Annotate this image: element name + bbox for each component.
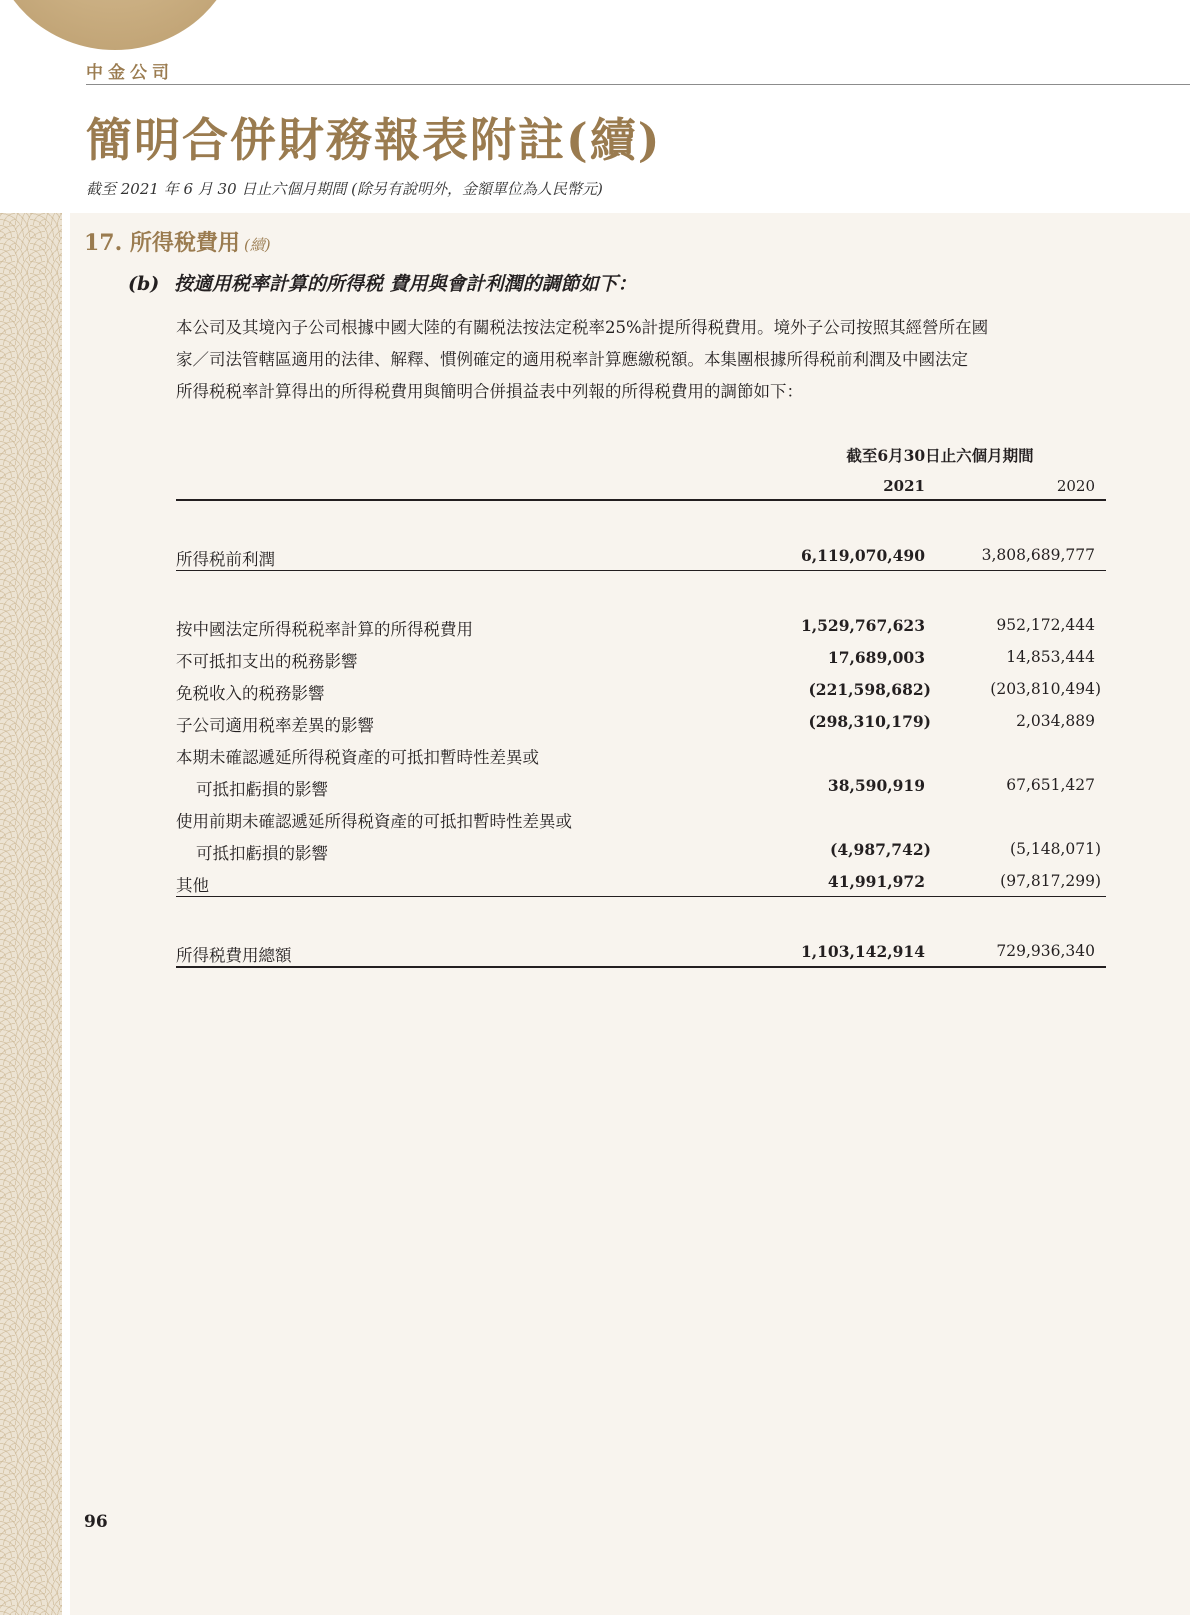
value-2021: 1,103,142,914 xyxy=(800,942,925,961)
value-2020: 67,651,427 xyxy=(1006,776,1095,794)
value-2021: 41,991,972 xyxy=(827,872,925,891)
table-row xyxy=(176,546,1106,570)
value-2021: 17,689,003 xyxy=(827,648,925,667)
subsection-heading xyxy=(128,269,637,296)
table-row xyxy=(176,616,1106,640)
row-label: 本期未確認遞延所得税資產的可抵扣暫時性差異或 xyxy=(176,748,539,767)
row-label: 所得税費用總額 xyxy=(176,946,292,965)
subsection-label: (b) xyxy=(128,273,160,295)
table-row xyxy=(176,680,1106,704)
section-heading-text: 17. 所得稅費用 xyxy=(84,230,240,256)
table-header-rule xyxy=(176,499,1106,501)
row-label: 免税收入的税務影響 xyxy=(176,684,325,703)
explanatory-paragraph xyxy=(176,312,1108,408)
continued-note: (續) xyxy=(243,236,271,254)
table-row xyxy=(176,712,1106,736)
row-label: 可抵扣虧損的影響 xyxy=(196,780,328,799)
side-wave-pattern xyxy=(0,213,62,1615)
value-2021: 38,590,919 xyxy=(827,776,925,795)
value-2020: (97,817,299) xyxy=(1000,872,1101,890)
value-2021: (221,598,682) xyxy=(808,680,931,699)
page-title: 簡明合併財務報表附註(續) xyxy=(86,113,662,167)
section-heading xyxy=(84,226,271,257)
table-row xyxy=(176,872,1106,896)
table-row xyxy=(176,744,1106,768)
row-label: 其他 xyxy=(176,876,209,895)
value-2020: 14,853,444 xyxy=(1006,648,1095,666)
row-rule xyxy=(176,896,1106,897)
value-2021: (4,987,742) xyxy=(830,840,931,859)
value-2020: 952,172,444 xyxy=(996,616,1095,634)
period-header: 截至6月30日止六個月期間 xyxy=(846,446,1034,465)
table-row xyxy=(176,840,1106,864)
brand-name: 中金公司 xyxy=(86,63,174,83)
value-2020: (5,148,071) xyxy=(1010,840,1101,858)
page-number: 96 xyxy=(84,1512,108,1532)
table-row xyxy=(176,808,1106,832)
table-row-total xyxy=(176,942,1106,966)
value-2020: 3,808,689,777 xyxy=(981,546,1095,564)
year-current-header: 2021 xyxy=(883,477,925,495)
table-row xyxy=(176,648,1106,672)
subsection-title: 按適用税率計算的所得税 費用與會計利潤的調節如下： xyxy=(174,273,637,295)
total-rule xyxy=(176,966,1106,968)
header-rule xyxy=(86,84,1190,85)
page-subtitle: 截至 2021 年 6 月 30 日止六個月期間 (除另有說明外，金額單位為人民幣元) xyxy=(86,180,603,198)
paragraph-line: 本公司及其境內子公司根據中國大陸的有關税法按法定税率25%計提所得税費用。境外子公司按照其經營所在國 xyxy=(176,318,989,337)
value-2021: 6,119,070,490 xyxy=(800,546,925,565)
content-area xyxy=(70,213,1190,1615)
side-gap xyxy=(62,213,70,1615)
row-label: 所得税前利潤 xyxy=(176,550,275,569)
paragraph-line: 家／司法管轄區適用的法律、解釋、慣例確定的適用税率計算應繳税額。本集團根據所得税前利潤及中國法定 xyxy=(176,350,968,369)
table-row xyxy=(176,776,1106,800)
row-label: 使用前期未確認遞延所得税資產的可抵扣暫時性差異或 xyxy=(176,812,572,831)
value-2020: 2,034,889 xyxy=(1016,712,1095,730)
row-label: 不可抵扣支出的税務影響 xyxy=(176,652,358,671)
value-2020: (203,810,494) xyxy=(990,680,1101,698)
row-label: 子公司適用税率差異的影響 xyxy=(176,716,374,735)
value-2021: (298,310,179) xyxy=(808,712,931,731)
paragraph-line: 所得税税率計算得出的所得税費用與簡明合併損益表中列報的所得税費用的調節如下： xyxy=(176,382,803,401)
year-prior-header: 2020 xyxy=(1056,477,1095,495)
row-label: 可抵扣虧損的影響 xyxy=(196,844,328,863)
row-label: 按中國法定所得税税率計算的所得税費用 xyxy=(176,620,473,639)
row-rule xyxy=(176,570,1106,571)
value-2021: 1,529,767,623 xyxy=(800,616,925,635)
value-2020: 729,936,340 xyxy=(996,942,1095,960)
